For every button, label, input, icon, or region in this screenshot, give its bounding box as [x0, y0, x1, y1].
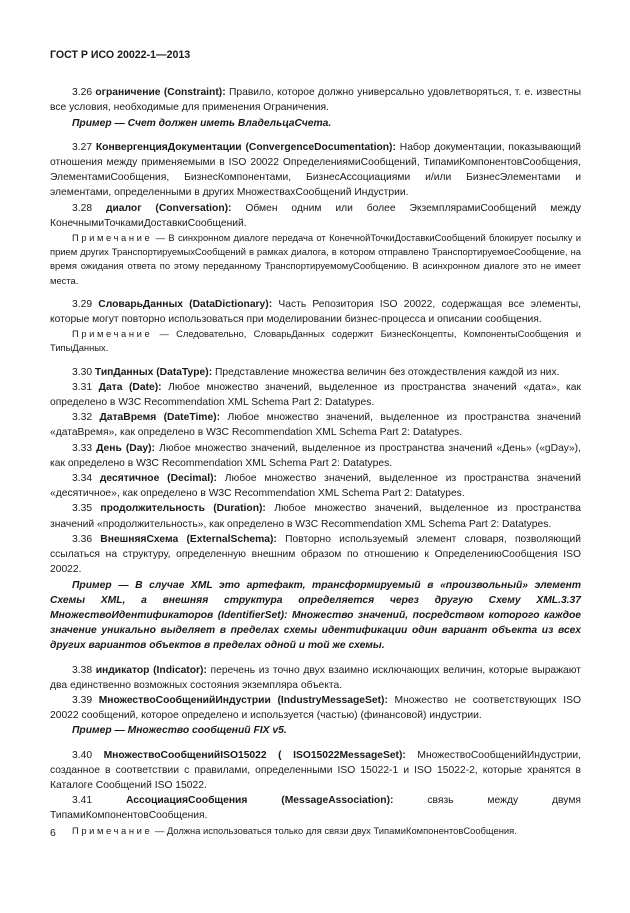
term-3-30	[50, 365, 581, 380]
term-3-29	[50, 297, 581, 327]
term-number: 3.39	[72, 694, 93, 706]
term-3-32	[50, 410, 581, 440]
term-definition: перечень из точно двух взаимно исключающих величин, которые выражают два единственно возможных состояния экземпляра объекта.	[50, 664, 581, 691]
term-3-39	[50, 693, 581, 723]
term-title: СловарьДанных (DataDictionary):	[98, 298, 273, 310]
note-label: Примечание	[72, 232, 153, 244]
note-label: Примечание	[72, 824, 153, 836]
term-title: ограничение (Constraint):	[95, 87, 226, 99]
term-3-28	[50, 201, 581, 231]
term-3-34	[50, 471, 581, 501]
term-3-27	[50, 140, 581, 201]
term-number: 3.32	[72, 412, 93, 424]
term-number: 3.26	[72, 87, 93, 99]
term-definition: Обмен одним или более ЭкземплярамиСообщений между КонечнымиТочкамиДоставкиСообщений.	[50, 202, 581, 229]
term-number: 3.40	[72, 749, 93, 761]
term-title: День (Day):	[96, 442, 156, 454]
term-number: 3.34	[72, 473, 93, 485]
term-title: десятичное (Decimal):	[99, 473, 217, 485]
term-title: ДатаВремя (DateTime):	[99, 412, 221, 424]
term-3-31	[50, 380, 581, 410]
term-number: 3.29	[72, 298, 93, 310]
term-number: 3.31	[72, 381, 93, 393]
note-3-28	[50, 231, 581, 288]
term-definition: Правило, которое должно универсально удовлетворяться, т. е. известны все условия, необходимые для применения Ограничения.	[50, 87, 581, 114]
term-definition: Любое множество значений, выделенное из пространства значений «продолжительность», как определено в W3C Recommendation XML Schema Part 2: Datatypes.	[50, 503, 581, 530]
term-definition: связь между двумя ТипамиКомпонентовСообщения.	[50, 795, 581, 822]
term-definition: Часть Репозитория ISO 20022, содержащая все элементы, которые могут повторно использоваться при моделировании бизнес-процесса и описании сообщения.	[50, 298, 581, 326]
document-header: ГОСТ Р ИСО 20022-1—2013	[50, 49, 191, 61]
example-3-39: Пример — Множество сообщений FIX v5.	[72, 725, 287, 737]
term-title: КонвергенцияДокументации (ConvergenceDocumentation):	[95, 141, 396, 153]
note-label: Примечание	[72, 328, 153, 340]
term-definition: Любое множество значений, выделенное из пространства значений «десятичное», как определено в W3C Recommendation XML Schema Part 2: Datatypes.	[50, 473, 581, 500]
note-3-29	[50, 327, 581, 355]
term-3-33	[50, 441, 581, 471]
note-text: — Следовательно, СловарьДанных содержит БизнесКонцепты, КомпонентыСообщения и ТипыДанных.	[50, 328, 581, 354]
term-number: 3.33	[72, 442, 93, 454]
term-number: 3.38	[72, 664, 93, 676]
term-3-40	[50, 748, 581, 794]
term-title: диалог (Conversation):	[105, 202, 232, 214]
term-title: МножествоСообщенийISO15022 ( ISO15022MessageSet):	[103, 749, 406, 761]
term-definition: Любое множество значений, выделенное из пространства значений «датаВремя», как определено в W3C Recommendation XML Schema Part 2: Datatypes.	[50, 412, 581, 439]
page-number: 6	[50, 827, 56, 839]
term-title: индикатор (Indicator):	[95, 664, 207, 676]
term-number: 3.36	[72, 533, 93, 545]
term-definition: Представление множества величин без отождествления каждой из них.	[215, 366, 560, 378]
term-definition: Множество не соответствующих ISO 20022 сообщений, которое определено и используется (частью) (финансовой) индустрии.	[50, 694, 581, 722]
example-3-36: Пример — В случае XML это артефакт, трансформируемый в «произвольный» элемент Схемы XML, а внешняя структура определяется через другую Схему XML.3.37 МножествоИдентификаторов (IdentifierSet): Множество значений, посредством которого каждое значение уникально выделяет в пределах схемы идентификации один вариант объекта из всех других вариантов объектов в пределах одной и той же схемы.	[50, 579, 581, 652]
term-title: АссоциацияСообщения (MessageAssociation):	[125, 795, 394, 807]
term-title: ТипДанных (DataType):	[94, 366, 213, 378]
term-definition: Любое множество значений, выделенное из пространства значений «дата», как определено в W3C Recommendation XML Schema Part 2: Datatypes.	[50, 381, 581, 409]
term-number: 3.30	[72, 366, 93, 378]
term-3-38	[50, 663, 581, 693]
note-text: — Должна использоваться только для связи двух ТипамиКомпонентовСообщения.	[154, 824, 517, 836]
term-title: ВнешняяСхема (ExternalSchema):	[100, 533, 277, 545]
example-3-26: Пример — Счет должен иметь ВладельцаСчета.	[72, 117, 332, 129]
term-number: 3.28	[72, 202, 93, 214]
term-title: МножествоСообщенийИндустрии (IndustryMessageSet):	[98, 694, 388, 706]
term-3-35	[50, 501, 581, 531]
term-3-26	[50, 85, 581, 115]
term-number: 3.27	[72, 141, 93, 153]
term-3-36	[50, 532, 581, 578]
term-definition: Любое множество значений, выделенное из пространства значений «День» («gDay»), как определено в W3C Recommendation XML Schema Part 2: Datatypes.	[50, 442, 581, 469]
term-definition: Набор документации, показывающий отношения между применяемыми в ISO 20022 ОпределениямиСообщений, ТипамиКомпонентовСообщения, ЭлементамиСообщения, БизнесКомпонентами, БизнесАссоциациями и/или БизнесЭлементами и элементами, определенными в других МножествахСообщений Индустрии.	[50, 141, 581, 199]
term-definition: МножествоСообщенийИндустрии, созданное в соответствии с правилами, определенными ISO 15022-1 и ISO 15022-2, которые хранятся в Каталоге Сообщений ISO 15022.	[50, 749, 581, 791]
note-3-41	[50, 824, 581, 838]
term-title: продолжительность (Duration):	[100, 503, 266, 515]
term-definition: Повторно используемый элемент словаря, позволяющий ссылаться на структуру, определенную внешним образом по отношению к ОпределениюСообщения ISO 20022.	[50, 533, 581, 576]
note-text: — В синхронном диалоге передача от КонечнойТочкиДоставкиСообщений блокирует посылку и прием других ТранспортируемыхСообщений в рамках диалога, в котором отправлено ТранспортируемоеСообщение, на время ожидания ответа по этому переданному ТранспортируемомуСообщению. В асинхронном диалоге это не имеет места.	[50, 232, 582, 286]
term-number: 3.35	[72, 503, 93, 515]
term-title: Дата (Date):	[98, 381, 162, 393]
term-3-41	[50, 793, 581, 823]
term-number: 3.41	[72, 795, 93, 807]
